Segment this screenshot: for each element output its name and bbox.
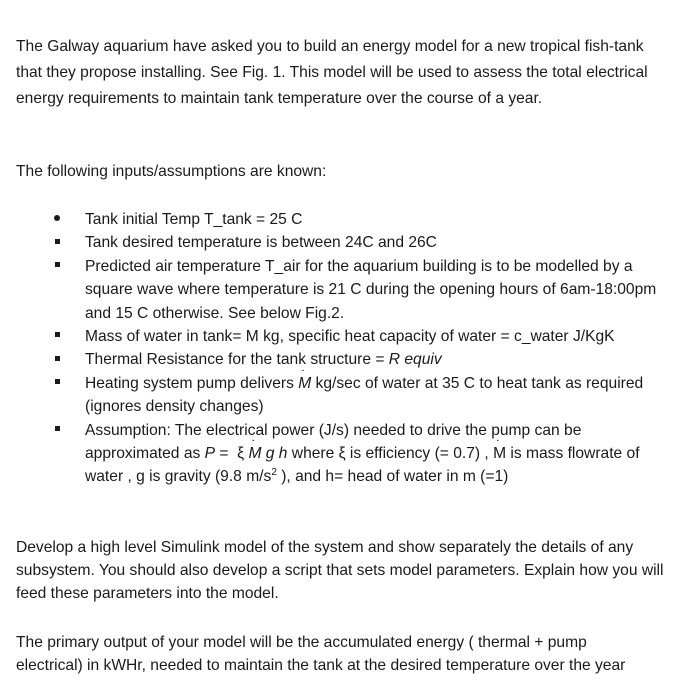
- primary-output-paragraph: The primary output of your model will be the accumulated energy ( thermal + pump electrical) in kWHr, needed to maintain the tank at the desired temperature over the year: [16, 634, 626, 674]
- list-item: [0, 419, 665, 489]
- bullet-text: Predicted air temperature T_air for the aquarium building is to be modelled by a square wave where temperature is 21 C during the opening hours of 6am-18:00pm and 15 C otherwise. See below Fig.2.: [85, 257, 657, 322]
- formula-eq: = ξ: [215, 445, 249, 463]
- bullet-text: Assumption: The electrical power (J/s) needed to drive the pump can be approximated as: [85, 421, 582, 463]
- list-item: [0, 255, 665, 325]
- develop-paragraph: Develop a high level Simulink model of the system and show separately the details of any subsystem. You should also develop a script that sets model parameters. Explain how you will feed these parameters into the model.: [16, 539, 664, 602]
- bullet-text: Thermal Resistance for the tank structure =: [85, 351, 389, 369]
- known-heading: The following inputs/assumptions are known:: [16, 163, 327, 180]
- bullet-text: kg/sec of water at 35 C to heat tank as required (ignores density changes): [85, 374, 644, 416]
- bullet-icon: [52, 419, 62, 442]
- superscript: 2: [271, 467, 277, 479]
- bullet-text: Tank desired temperature is between 24C and 26C: [85, 234, 437, 252]
- bullet-icon: [52, 208, 62, 231]
- assumptions-list: [0, 208, 685, 489]
- resistance-variable: R equiv: [388, 351, 442, 369]
- bullet-text: Tank initial Temp T_tank = 25 C: [85, 211, 303, 228]
- formula-gh: g h: [261, 445, 288, 463]
- bullet-icon: [52, 372, 62, 395]
- mass-flow-symbol: M ˙: [493, 445, 506, 462]
- list-item: [0, 372, 665, 419]
- bullet-text: Heating system pump delivers: [85, 374, 299, 392]
- list-item: [0, 208, 665, 231]
- bullet-icon: [52, 325, 62, 348]
- list-item: [0, 325, 665, 348]
- list-item: [0, 348, 665, 371]
- bullet-icon: [52, 348, 62, 371]
- list-item: [0, 231, 665, 254]
- bullet-icon: [52, 231, 62, 254]
- intro-paragraph: The Galway aquarium have asked you to build an energy model for a new tropical fish-tank that they propose installing. See Fig. 1. This model will be used to assess the total electrical energy requirements to maintain tank temperature over the course of a year.: [16, 38, 648, 107]
- formula-m: M ˙: [248, 445, 261, 462]
- bullet-text: is mass flowrate of water , g is gravity (9.8 m/s: [85, 445, 640, 486]
- bullet-text: ), and h= head of water in m (=1): [276, 468, 509, 486]
- bullet-text: where ξ is efficiency (= 0.7) ,: [287, 445, 494, 463]
- formula-p: P: [204, 445, 216, 463]
- mass-flow-symbol: M ˙: [298, 375, 311, 392]
- bullet-icon: [52, 255, 62, 278]
- bullet-text: Mass of water in tank= M kg, specific heat capacity of water = c_water J/KgK: [85, 328, 615, 346]
